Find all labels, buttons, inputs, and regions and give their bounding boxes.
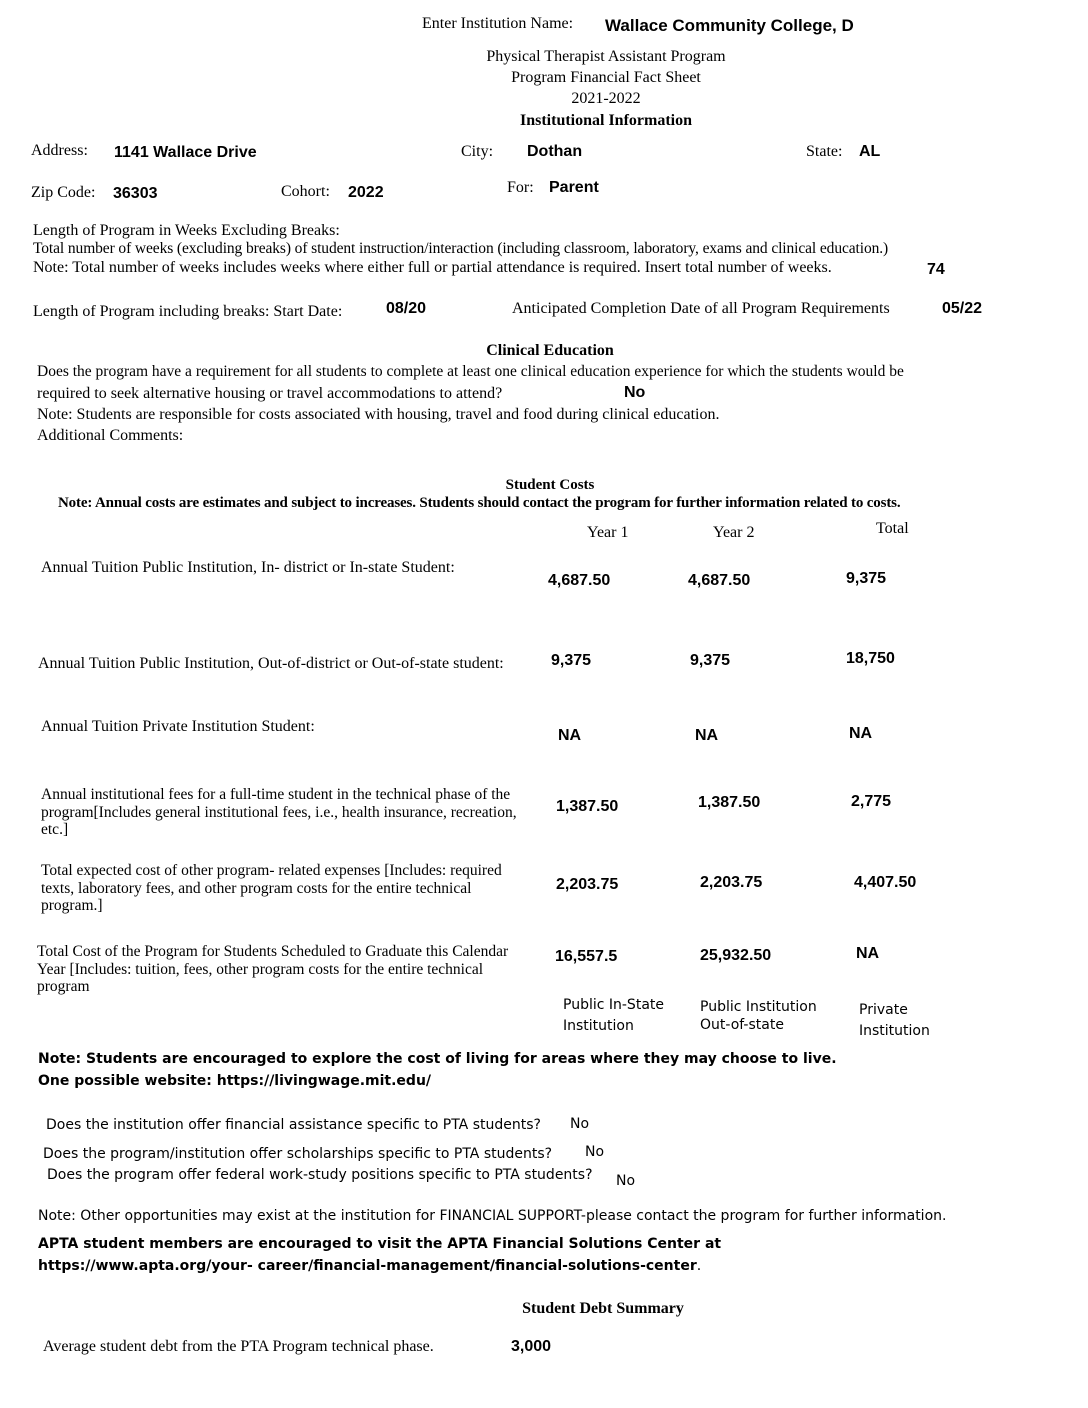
- costs-title: Student Costs: [505, 477, 595, 493]
- cost-year1-value[interactable]: 4,687.50: [548, 572, 611, 589]
- year-range: 2021-2022: [571, 90, 641, 107]
- debt-label: Average student debt from the PTA Program technical phase.: [43, 1338, 434, 1355]
- caption-public-in-state: Public In-State Institution: [563, 997, 664, 1034]
- cost-year2-value[interactable]: 1,387.50: [698, 794, 761, 811]
- cost-year2-value[interactable]: 25,932.50: [700, 947, 772, 964]
- program-title: Physical Therapist Assistant Program: [486, 48, 726, 65]
- completion-label: Anticipated Completion Date of all Program Requirements: [512, 300, 890, 317]
- cost-year2-value[interactable]: 9,375: [690, 652, 731, 669]
- institution-name-value[interactable]: Wallace Community College, D: [605, 16, 854, 35]
- aid-answer-1[interactable]: No: [570, 1116, 590, 1132]
- completion-value[interactable]: 05/22: [942, 300, 983, 317]
- cohort-value[interactable]: 2022: [348, 184, 384, 201]
- col-header-total: Total: [876, 520, 909, 537]
- cost-total-value[interactable]: 2,775: [851, 793, 892, 810]
- aid-question-1: Does the institution offer financial assistance specific to PTA students?: [46, 1117, 541, 1133]
- aid-question-3: Does the program offer federal work-study positions specific to PTA students?: [47, 1167, 593, 1183]
- cost-year1-value[interactable]: 9,375: [551, 652, 592, 669]
- zip-label: Zip Code:: [31, 184, 96, 201]
- cost-row-label: Annual Tuition Public Institution, In- district or In-state Student:: [41, 559, 455, 576]
- apta-link-period: .: [696, 1258, 702, 1274]
- cost-year1-value[interactable]: NA: [558, 727, 582, 744]
- weeks-value[interactable]: 74: [927, 261, 945, 278]
- living-note-line2: One possible website: https://livingwage.mit.edu/: [38, 1073, 432, 1089]
- cost-row-label: Total Cost of the Program for Students Scheduled to Graduate this Calendar Year [Includes: tuition, fees, other program costs for the entire technical program: [37, 943, 509, 995]
- cost-year2-value[interactable]: 4,687.50: [688, 572, 751, 589]
- caption-public-out-of-state: Public Institution Out-of-state: [700, 999, 817, 1033]
- state-value[interactable]: AL: [859, 143, 881, 160]
- apta-note-line1: APTA student members are encouraged to visit the APTA Financial Solutions Center at: [38, 1236, 722, 1252]
- col-header-year2: Year 2: [713, 524, 755, 541]
- sheet-title: Program Financial Fact Sheet: [511, 69, 701, 86]
- city-value[interactable]: Dothan: [527, 143, 583, 160]
- additional-comments-label: Additional Comments:: [37, 427, 184, 444]
- cost-row-label: Annual institutional fees for a full-time student in the technical phase of the program[Includes general institutional fees, i.e., health insurance, recreation, etc.]: [41, 786, 517, 838]
- cost-year2-value[interactable]: NA: [695, 727, 719, 744]
- for-value[interactable]: Parent: [549, 179, 599, 196]
- aid-answer-3[interactable]: No: [616, 1173, 636, 1189]
- address-value[interactable]: 1141 Wallace Drive: [114, 144, 257, 161]
- cost-year1-value[interactable]: 16,557.5: [555, 948, 618, 965]
- costs-note: Note: Annual costs are estimates and subject to increases. Students should contact the program for further information related to costs.: [58, 495, 901, 511]
- cost-total-value[interactable]: 9,375: [846, 570, 887, 587]
- clinical-question-line1: Does the program have a requirement for all students to complete at least one clinical education experience for which the students would be: [37, 363, 904, 380]
- cost-row-label: Total expected cost of other program- related expenses [Includes: required texts, laboratory fees, and other program costs for the entire technical program.]: [41, 862, 502, 914]
- length-heading: Length of Program in Weeks Excluding Breaks:: [33, 222, 340, 239]
- zip-value[interactable]: 36303: [113, 185, 158, 202]
- state-label: State:: [806, 143, 843, 160]
- cost-total-value[interactable]: NA: [856, 945, 880, 962]
- apta-link[interactable]: https://www.apta.org/your- career/financial-management/financial-solutions-center: [38, 1258, 697, 1274]
- cost-total-value[interactable]: 4,407.50: [854, 874, 917, 891]
- length-line2: Note: Total number of weeks includes weeks where either full or partial attendance is required. Insert total number of weeks.: [33, 259, 832, 276]
- address-label: Address:: [31, 142, 88, 159]
- cost-total-value[interactable]: NA: [849, 725, 873, 742]
- clinical-title: Clinical Education: [486, 342, 614, 359]
- clinical-note: Note: Students are responsible for costs associated with housing, travel and food during clinical education.: [37, 406, 720, 423]
- start-date-label: Length of Program including breaks: Start Date:: [33, 303, 343, 320]
- aid-question-2: Does the program/institution offer scholarships specific to PTA students?: [43, 1146, 553, 1162]
- institution-name-label: Enter Institution Name:: [422, 15, 574, 32]
- start-date-value[interactable]: 08/20: [386, 300, 427, 317]
- living-note-line1: Note: Students are encouraged to explore the cost of living for areas where they may choose to live.: [38, 1051, 837, 1067]
- city-label: City:: [461, 143, 494, 160]
- debt-title: Student Debt Summary: [522, 1300, 684, 1317]
- apta-note-line2-wrap: [38, 1257, 701, 1275]
- clinical-question-line2: required to seek alternative housing or travel accommodations to attend?: [37, 385, 503, 402]
- for-label: For:: [507, 179, 534, 196]
- caption-private: Private Institution: [859, 1002, 930, 1039]
- cost-row-label: Annual Tuition Public Institution, Out-of-district or Out-of-state student:: [38, 655, 504, 672]
- aid-answer-2[interactable]: No: [585, 1144, 605, 1160]
- debt-value[interactable]: 3,000: [511, 1338, 552, 1355]
- clinical-answer[interactable]: No: [624, 384, 646, 401]
- cost-year2-value[interactable]: 2,203.75: [700, 874, 763, 891]
- cohort-label: Cohort:: [281, 183, 330, 200]
- financial-support-note: Note: Other opportunities may exist at the institution for FINANCIAL SUPPORT-please contact the program for further information.: [38, 1208, 947, 1224]
- length-line1: Total number of weeks (excluding breaks) of student instruction/interaction (including classroom, laboratory, exams and clinical education.): [33, 240, 889, 257]
- cost-row-label: Annual Tuition Private Institution Student:: [41, 718, 315, 735]
- section-title-institutional: Institutional Information: [519, 112, 693, 129]
- cost-total-value[interactable]: 18,750: [846, 650, 895, 667]
- cost-year1-value[interactable]: 2,203.75: [556, 876, 619, 893]
- cost-year1-value[interactable]: 1,387.50: [556, 798, 619, 815]
- col-header-year1: Year 1: [587, 524, 629, 541]
